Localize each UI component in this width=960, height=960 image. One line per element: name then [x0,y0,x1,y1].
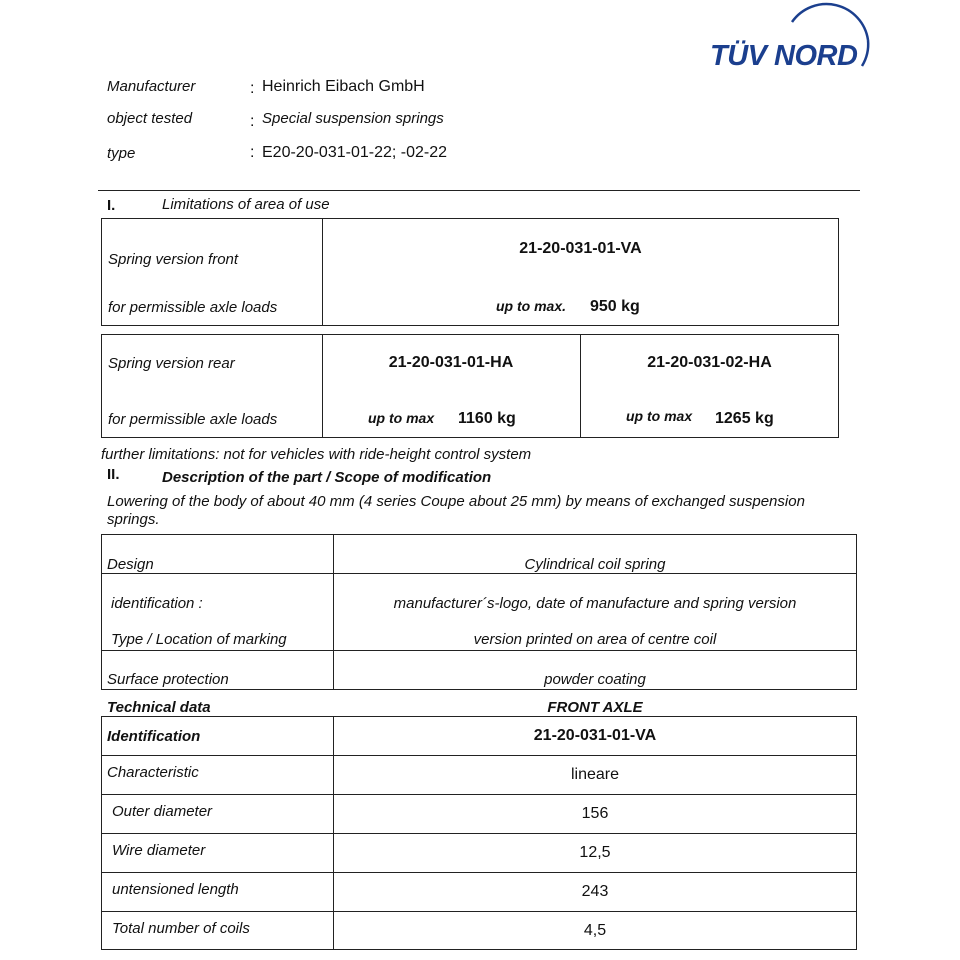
technical-row-line-3 [101,833,857,834]
marking-label: Type / Location of marking [111,631,287,648]
rear-load-1: 1160 kg [458,410,516,427]
rear-table-divider-1 [322,334,323,438]
section2-number: II. [107,466,120,483]
untensioned-length-value: 243 [581,883,609,900]
front-loads-label: for permissible axle loads [108,299,278,316]
untensioned-length-label: untensioned length [112,881,239,898]
section1-title: Limitations of area of use [162,196,330,213]
rear-load-2: 1265 kg [715,410,774,427]
front-spring-label: Spring version front [108,251,239,268]
technical-row-line-5 [101,911,857,912]
characteristic-label: Characteristic [107,764,199,781]
type-value: E20-20-031-01-22; -02-22 [262,144,448,161]
further-limitations: further limitations: not for vehicles with ride-height control system [101,446,532,463]
rear-upto-2: up to max [626,408,693,424]
wire-diameter-value: 12,5 [579,844,611,861]
identification-header-label: Identification [107,728,201,745]
description-row-line-1 [101,573,857,574]
manufacturer-value: Heinrich Eibach GmbH [262,78,425,95]
rear-spring-label: Spring version rear [108,355,235,372]
rear-version-1: 21-20-031-01-HA [388,354,514,371]
object-label: object tested [107,110,193,127]
object-colon: : [250,113,255,130]
surface-value: powder coating [544,671,646,688]
section2-desc-line1: Lowering of the body of about 40 mm (4 series Coupe about 25 mm) by means of exchanged suspension [107,493,805,510]
technical-row-line-2 [101,794,857,795]
marking-value: version printed on area of centre coil [473,631,717,648]
outer-diameter-label: Outer diameter [112,803,213,820]
design-label: Design [107,556,154,573]
technical-row-line-1 [101,755,857,756]
section-divider [98,190,860,191]
total-coils-label: Total number of coils [112,920,250,937]
outer-diameter-value: 156 [581,805,609,822]
logo-text: TÜV NORD [710,40,858,72]
technical-axle: FRONT AXLE [547,699,643,716]
manufacturer-colon: : [250,80,255,97]
type-colon: : [250,144,255,161]
technical-row-line-4 [101,872,857,873]
section1-number: I. [107,197,116,214]
identification-label: identification : [111,595,203,612]
front-spring-version: 21-20-031-01-VA [519,240,642,257]
wire-diameter-label: Wire diameter [112,842,206,859]
manufacturer-label: Manufacturer [107,78,196,95]
technical-title: Technical data [107,699,211,716]
rear-table-divider-2 [580,334,581,438]
design-value: Cylindrical coil spring [524,556,666,573]
section2-desc-line2: springs. [107,511,160,528]
rear-loads-label: for permissible axle loads [108,411,278,428]
characteristic-value: lineare [570,766,620,783]
identification-value: manufacturer´s-logo, date of manufacture and spring version [393,595,797,612]
surface-label: Surface protection [107,671,229,688]
object-value: Special suspension springs [262,110,444,127]
total-coils-value: 4,5 [583,922,607,939]
front-upto: up to max. [496,298,567,314]
rear-version-2: 21-20-031-02-HA [647,354,772,371]
identification-header-value: 21-20-031-01-VA [533,727,657,744]
type-label: type [107,145,136,162]
front-load: 950 kg [590,298,640,315]
front-table-divider [322,218,323,326]
rear-upto-1: up to max [368,410,435,426]
section2-title: Description of the part / Scope of modification [162,469,492,486]
description-row-line-2 [101,650,857,651]
